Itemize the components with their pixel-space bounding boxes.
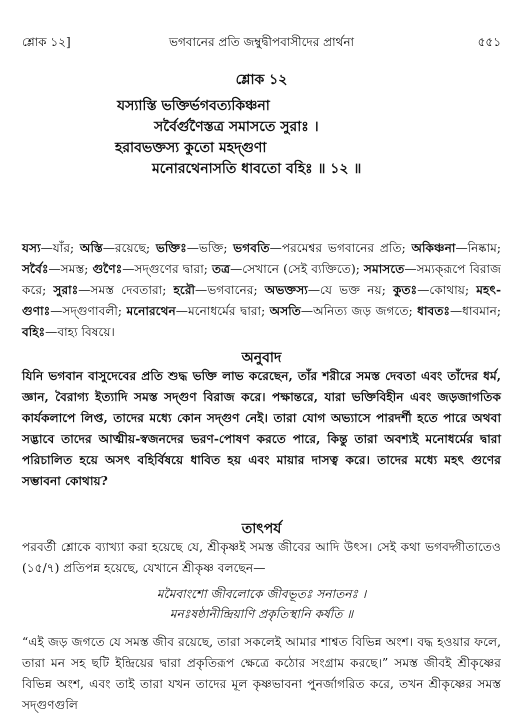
sanskrit-term: সুরাঃ [53,283,79,297]
term-meaning: —বাহ্য বিষয়ে। [45,325,115,339]
sanskrit-term: সমাসতে [363,262,405,276]
term-meaning: —যাঁর; [40,241,80,255]
term-meaning: —সমস্ত; [48,262,93,276]
sanskrit-term: তত্র [211,262,231,276]
purport-continuation [22,632,501,716]
purport-intro [22,537,501,579]
translation-paragraph: যিনি ভগবান বাসুদেবের প্রতি শুদ্ধ ভক্তি লাভ করেছেন, তাঁর শরীরে সমস্ত দেবতা এবং তাঁদের ধর্ম, জ্ঞান, বৈরাগ্য ইত্যাদি সমস্ত সদ্গুণ বিরাজ করে। পক্ষান্তরে, যারা ভক্তিবিহীন এবং জড়জাগতিক কার্যকলাপে লিপ্ত, তাদের মধ্যে কোন সদ্গুণ নেই। তারা যোগ অভ্যাসে পারদর্শী হতে পারে অথবা সদ্ভাবে তাদের আত্মীয়-স্বজনদের ভরণ-পোষণ করতে পারে, কিন্তু তারা অবশ্যই মনোধর্মের দ্বারা পরিচালিত হয়ে অসৎ বহির্বিষয়ে ধাবিত হয় এবং মায়ার দাসত্ব করে। তাদের মধ্যে মহৎ গুণের সম্ভাবনা কোথায়? [22,369,501,488]
term-meaning: —সদ্গুণাবলী; [50,304,127,318]
sanskrit-term: গুণৈঃ [92,262,123,276]
term-meaning: —কোথায়; [417,283,477,297]
gita-quote-line-1: মমৈবাংশো জীবলোকে জীবভূতঃ সনাতনঃ । [156,587,367,601]
sanskrit-term: বহিঃ [22,325,46,339]
sanskrit-term: অকিঞ্চনা [411,241,456,255]
word-meanings-paragraph [22,238,501,343]
term-meaning: —পরমেশ্বর ভগবানের প্রতি; [269,241,412,255]
purport-title: তাৎপর্য [241,521,282,537]
translation-text [22,366,501,492]
word-meanings [22,238,501,343]
page-number: ৫৫১ [477,35,501,49]
term-meaning: —নিষ্কাম; [455,241,501,255]
sanskrit-term: ধাবতঃ [417,304,450,318]
sanskrit-term: অসতি [269,304,301,318]
sanskrit-term: অস্তি [79,241,103,255]
sanskrit-term: ভক্তিঃ [155,241,187,255]
sanskrit-term: অভক্তস্য [264,283,308,297]
term-meaning: —সমস্ত দেবতারা; [78,283,174,297]
verse-line-2: সর্বৈর্গুণৈস্তত্র সমাসতে সুরাঃ । [154,119,319,135]
term-meaning: —ভক্তি; [186,241,234,255]
verse-line-3: হরাবভক্তস্য কুতো মহদ্গুণা [115,140,267,156]
sanskrit-term: হরৌ [173,283,196,297]
sanskrit-term: মহৎ-গুণাঃ [22,283,502,318]
term-meaning: —অনিত্য জড় জগতে; [300,304,418,318]
gita-quote-line-2: মনঃষষ্ঠানীন্দ্রিয়াণি প্রকৃতিস্থানি কর্ষতি ॥ [169,607,354,621]
verse-line-1: যস্যাস্তি ভক্তির্ভগবত্যকিঞ্চনা [117,98,270,114]
term-meaning: —রয়েছে; [102,241,156,255]
translation-title: অনুবাদ [241,350,282,366]
sanskrit-term: কুতঃ [393,283,418,297]
sanskrit-term: ভগবতি [233,241,270,255]
verse-title: শ্লোক ১২ [235,72,288,88]
purport-continuation-paragraph: “এই জড় জগতে যে সমস্ত জীব রয়েছে, তারা সকলেই আমার শাশ্বত বিভিন্ন অংশ। বদ্ধ হওয়ার ফলে, তারা মন সহ ছটি ইন্দ্রিয়ের দ্বারা প্রকৃতিরূপ ক্ষেত্রে কঠোর সংগ্রাম করছে।” সমস্ত জীবই শ্রীকৃষ্ণের বিভিন্ন অংশ, এবং তাই তারা যখন তাদের মূল কৃষ্ণভাবনা পুনর্জাগরিত করে, তখন শ্রীকৃষ্ণের সমস্ত সদ্গুণগুলি [22,635,501,712]
term-meaning: —সম্যক্‌রূপে বিরাজ করে; [22,262,501,297]
purport-intro-paragraph: পরবর্তী শ্লোকে ব্যাখ্যা করা হয়েছে যে, শ্রীকৃষ্ণই সমস্ত জীবের আদি উৎস। সেই কথা ভগবদ্গীতাতেও (১৫/৭) প্রতিপন্ন হয়েছে, যেখানে শ্রীকৃষ্ণ বলছেন— [22,540,501,575]
term-meaning: —যে ভক্ত নয়; [307,283,394,297]
verse-block [22,68,501,180]
term-meaning: —সদ্গুণের দ্বারা; [122,262,212,276]
sanskrit-term: সর্বৈঃ [22,262,49,276]
sanskrit-term: মনোরথেন [126,304,176,318]
term-meaning: —মনোধর্মের দ্বারা; [175,304,270,318]
header-verse-ref: শ্লোক ১২] [22,35,71,49]
page-header [22,34,501,54]
verse-line-4: মনোরথেনাসতি ধাবতো বহিঃ ॥ ১২ ॥ [152,161,362,177]
term-meaning: —ভগবানের; [195,283,265,297]
sanskrit-term: যস্য [22,241,41,255]
term-meaning: —ধাবমান; [449,304,501,318]
header-chapter-title: ভগবানের প্রতি জম্বুদ্বীপবাসীদের প্রার্থনা [169,35,354,49]
term-meaning: —সেখানে (সেই ব্যক্তিতে); [230,262,364,276]
